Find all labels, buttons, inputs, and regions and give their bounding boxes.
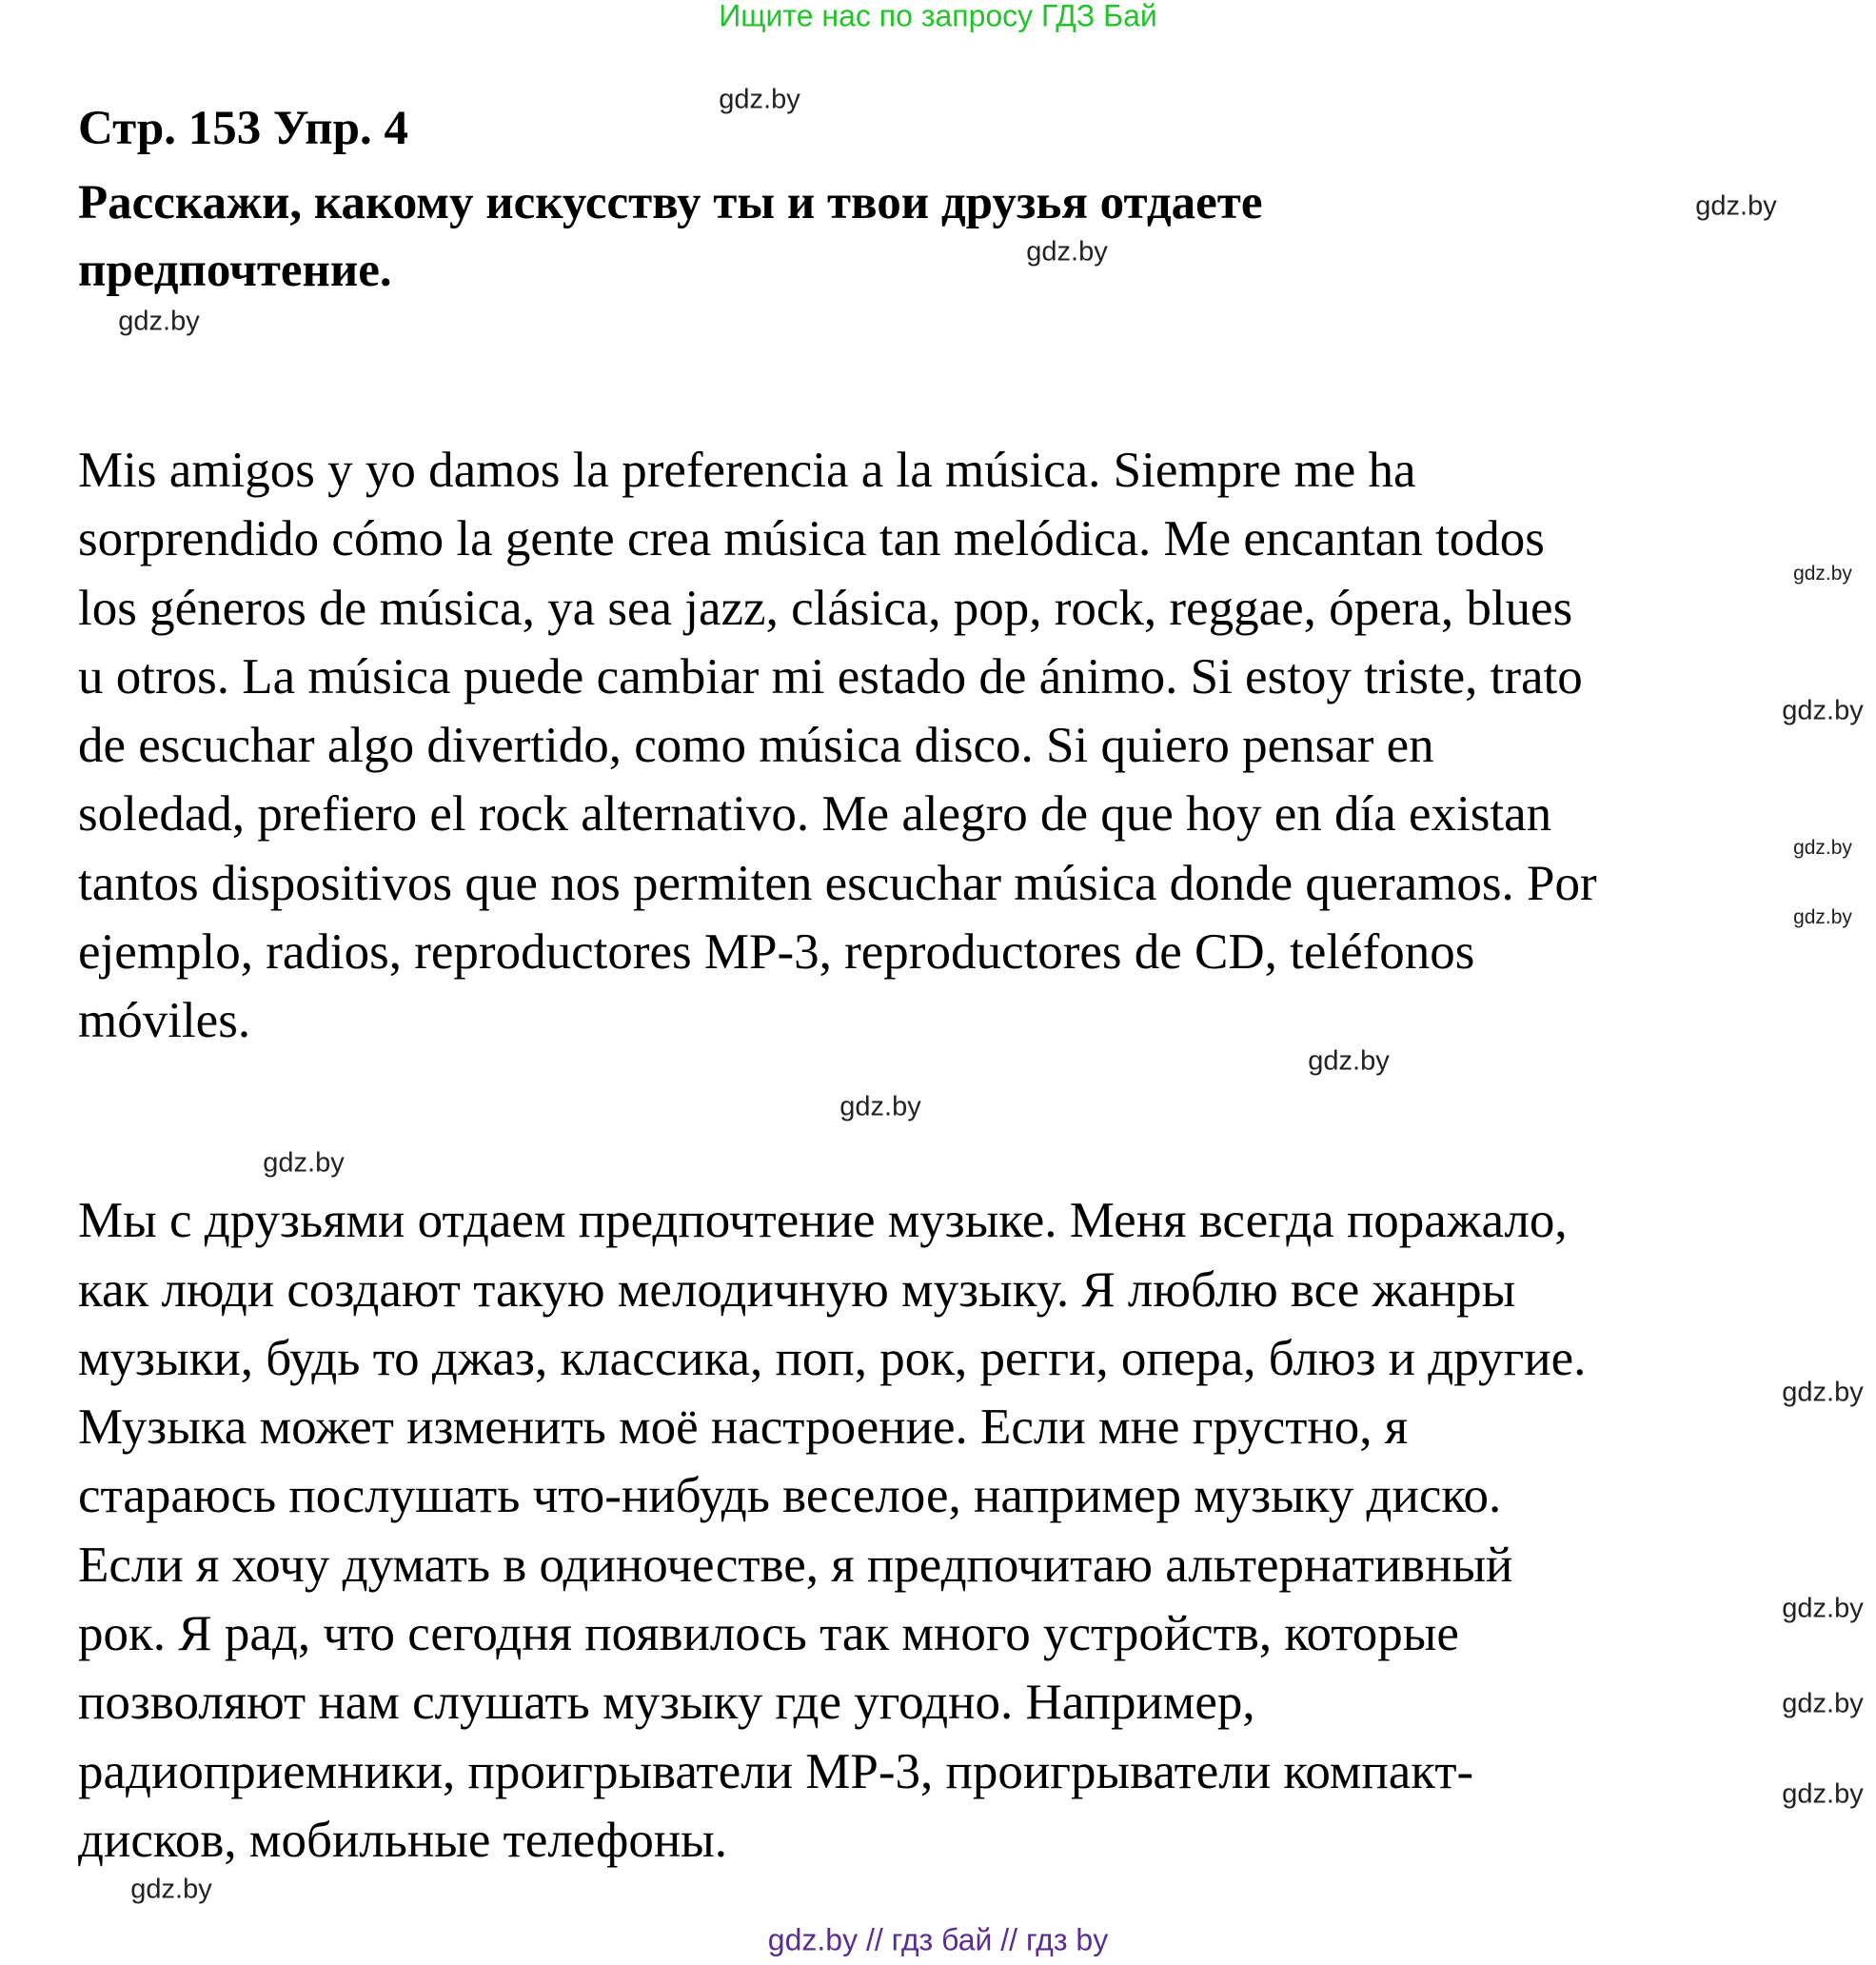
watermark-text: gdz.by — [1782, 1688, 1864, 1719]
task-heading-line-2: предпочтение. — [78, 244, 392, 297]
russian-text-line: дисков, мобильные телефоны. — [78, 1813, 728, 1868]
spanish-text-line: u otros. La música puede cambiar mi estado de ánimo. Si estoy triste, trato — [78, 649, 1583, 705]
watermark-text: gdz.by — [719, 84, 800, 115]
watermark-text: gdz.by — [1793, 563, 1852, 585]
spanish-text-line: sorprendido cómo la gente crea música tan melódica. Me encantan todos — [78, 511, 1545, 566]
spanish-text-line: los géneros de música, ya sea jazz, clásica, pop, rock, reggae, ópera, blues — [78, 581, 1573, 636]
russian-text-line: как люди создают такую мелодичную музыку. Я люблю все жанры — [78, 1262, 1516, 1318]
watermark-text: gdz.by — [1782, 695, 1864, 726]
watermark-text: gdz.by — [1782, 1377, 1864, 1408]
watermark-text: gdz.by — [1793, 837, 1852, 859]
spanish-text-line: tantos dispositivos que nos permiten escuchar música donde queramos. Por — [78, 856, 1597, 911]
watermark-text: gdz.by — [1695, 190, 1777, 222]
top-banner: Ищите нас по запросу ГДЗ Бай — [719, 0, 1157, 33]
task-heading-line-1: Расскажи, какому искусству ты и твои друзья отдаете — [78, 176, 1263, 229]
watermark-text: gdz.by — [1793, 906, 1852, 928]
watermark-text: gdz.by — [1782, 1593, 1864, 1624]
russian-text-line: рок. Я рад, что сегодня появилось так много устройств, которые — [78, 1606, 1459, 1661]
spanish-text-line: móviles. — [78, 993, 251, 1048]
russian-text-line: Если я хочу думать в одиночестве, я предпочитаю альтернативный — [78, 1538, 1513, 1593]
watermark-text: gdz.by — [1782, 1778, 1864, 1810]
russian-text-line: музыки, будь то джаз, классика, поп, рок, регги, опера, блюз и другие. — [78, 1331, 1587, 1386]
russian-text-line: Музыка может изменить моё настроение. Если мне грустно, я — [78, 1399, 1409, 1455]
spanish-text-line: Mis amigos y yo damos la preferencia a la música. Siempre me ha — [78, 443, 1416, 498]
russian-text-line: Мы с друзьями отдаем предпочтение музыке. Меня всегда поражало, — [78, 1193, 1568, 1248]
russian-text-line: позволяют нам слушать музыку где угодно. Например, — [78, 1675, 1255, 1730]
watermark-text: gdz.by — [263, 1147, 345, 1179]
watermark-text: gdz.by — [839, 1091, 921, 1122]
page-title: Стр. 153 Упр. 4 — [78, 102, 408, 155]
russian-text-line: радиоприемники, проигрыватели МР-3, проигрыватели компакт- — [78, 1744, 1474, 1799]
footer-links: gdz.by // гдз бай // гдз by — [767, 1922, 1109, 1957]
russian-text-line: стараюсь послушать что-нибудь веселое, например музыку диско. — [78, 1468, 1502, 1523]
watermark-text: gdz.by — [1308, 1045, 1390, 1077]
watermark-text: gdz.by — [1026, 236, 1108, 268]
watermark-text: gdz.by — [130, 1874, 212, 1905]
watermark-text: gdz.by — [118, 306, 200, 337]
spanish-text-line: soledad, prefiero el rock alternativo. Me alegro de que hoy en día existan — [78, 786, 1552, 842]
spanish-text-line: de escuchar algo divertido, como música disco. Si quiero pensar en — [78, 718, 1434, 773]
spanish-text-line: ejemplo, radios, reproductores MP-3, reproductores de CD, teléfonos — [78, 924, 1475, 980]
